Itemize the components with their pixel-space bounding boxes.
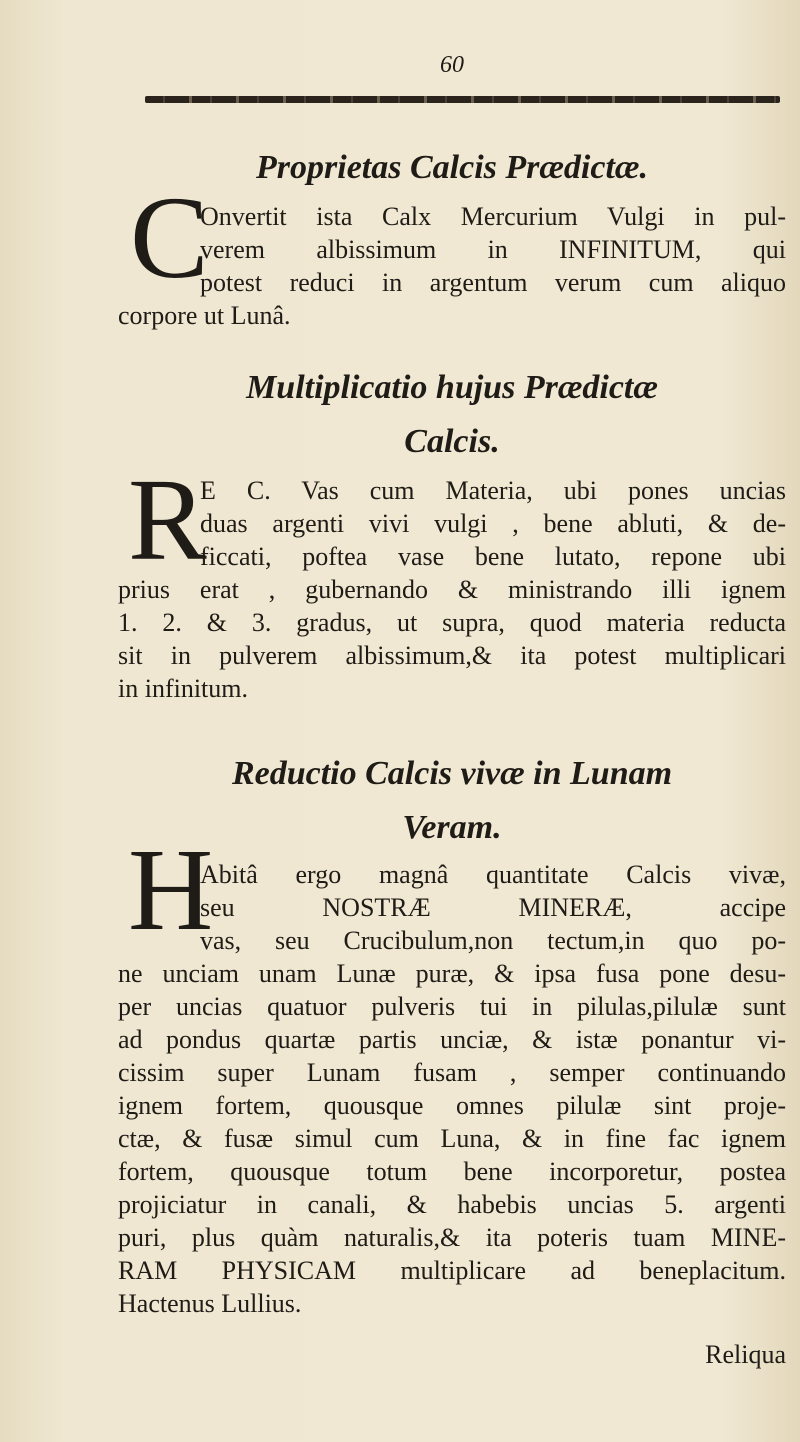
dropcap-r: R (128, 454, 207, 585)
section-heading-multiplicatio-line2: Calcis. (404, 423, 500, 460)
text-line: Hactenus Lullius. (118, 1289, 302, 1318)
section-heading-reductio-line2: Veram. (402, 809, 502, 846)
text-line: ignem fortem, quousque omnes pilulæ sint proje- (118, 1091, 786, 1120)
text-line: Onvertit ista Calx Mercurium Vulgi in pul- (200, 202, 786, 231)
text-line: corpore ut Lunâ. (118, 301, 291, 330)
catchword: Reliqua (705, 1340, 786, 1369)
text-line: E C. Vas cum Materia, ubi pones uncias (200, 476, 786, 505)
text-line: 1. 2. & 3. gradus, ut supra, quod materia reducta (118, 608, 786, 637)
dropcap-h: H (128, 824, 214, 955)
section-heading-multiplicatio: Multiplicatio hujus Prædictæ (246, 369, 658, 406)
section-heading-proprietas: Proprietas Calcis Prædictæ. (256, 149, 648, 186)
paragraph-reductio (118, 858, 786, 1371)
text-line: seu NOSTRÆ MINERÆ, accipe (200, 893, 786, 922)
dropcap-c: C (130, 172, 209, 303)
text-line: Abitâ ergo magnâ quantitate Calcis vivæ, (200, 860, 786, 889)
header-ornament-rule (145, 96, 780, 103)
text-line: potest reduci in argentum verum cum aliquo (200, 268, 786, 297)
section-heading-reductio: Reductio Calcis vivæ in Lunam (231, 755, 673, 792)
text-line: cissim super Lunam fusam , semper continuando (118, 1058, 786, 1087)
page-number: 60 (440, 52, 464, 78)
text-line: duas argenti vivi vulgi , bene abluti, & de- (200, 509, 786, 538)
text-line: per uncias quatuor pulveris tui in pilulas,pilulæ sunt (118, 992, 786, 1021)
text-line: projiciatur in canali, & habebis uncias 5. argenti (118, 1190, 786, 1219)
text-line: sit in pulverem albissimum,& ita potest multiplicari (118, 641, 786, 670)
text-line: puri, plus quàm naturalis,& ita poteris tuam MINE- (118, 1223, 786, 1252)
text-line: in infinitum. (118, 674, 248, 703)
paragraph-multiplicatio (118, 474, 786, 705)
text-line: verem albissimum in INFINITUM, qui (200, 235, 786, 264)
text-line: ctæ, & fusæ simul cum Luna, & in fine fac ignem (118, 1124, 786, 1153)
text-line: fortem, quousque totum bene incorporetur, postea (118, 1157, 786, 1186)
text-line: ficcati, poftea vase bene lutato, repone ubi (200, 542, 786, 571)
text-line: prius erat , gubernando & ministrando illi ignem (118, 575, 786, 604)
text-line: ad pondus quartæ partis unciæ, & istæ ponantur vi- (118, 1025, 786, 1054)
text-line: ne unciam unam Lunæ puræ, & ipsa fusa pone desu- (118, 959, 786, 988)
paragraph-proprietas (118, 200, 786, 332)
text-line: RAM PHYSICAM multiplicare ad beneplacitum. (118, 1256, 786, 1285)
text-line: vas, seu Crucibulum,non tectum,in quo po- (200, 926, 786, 955)
